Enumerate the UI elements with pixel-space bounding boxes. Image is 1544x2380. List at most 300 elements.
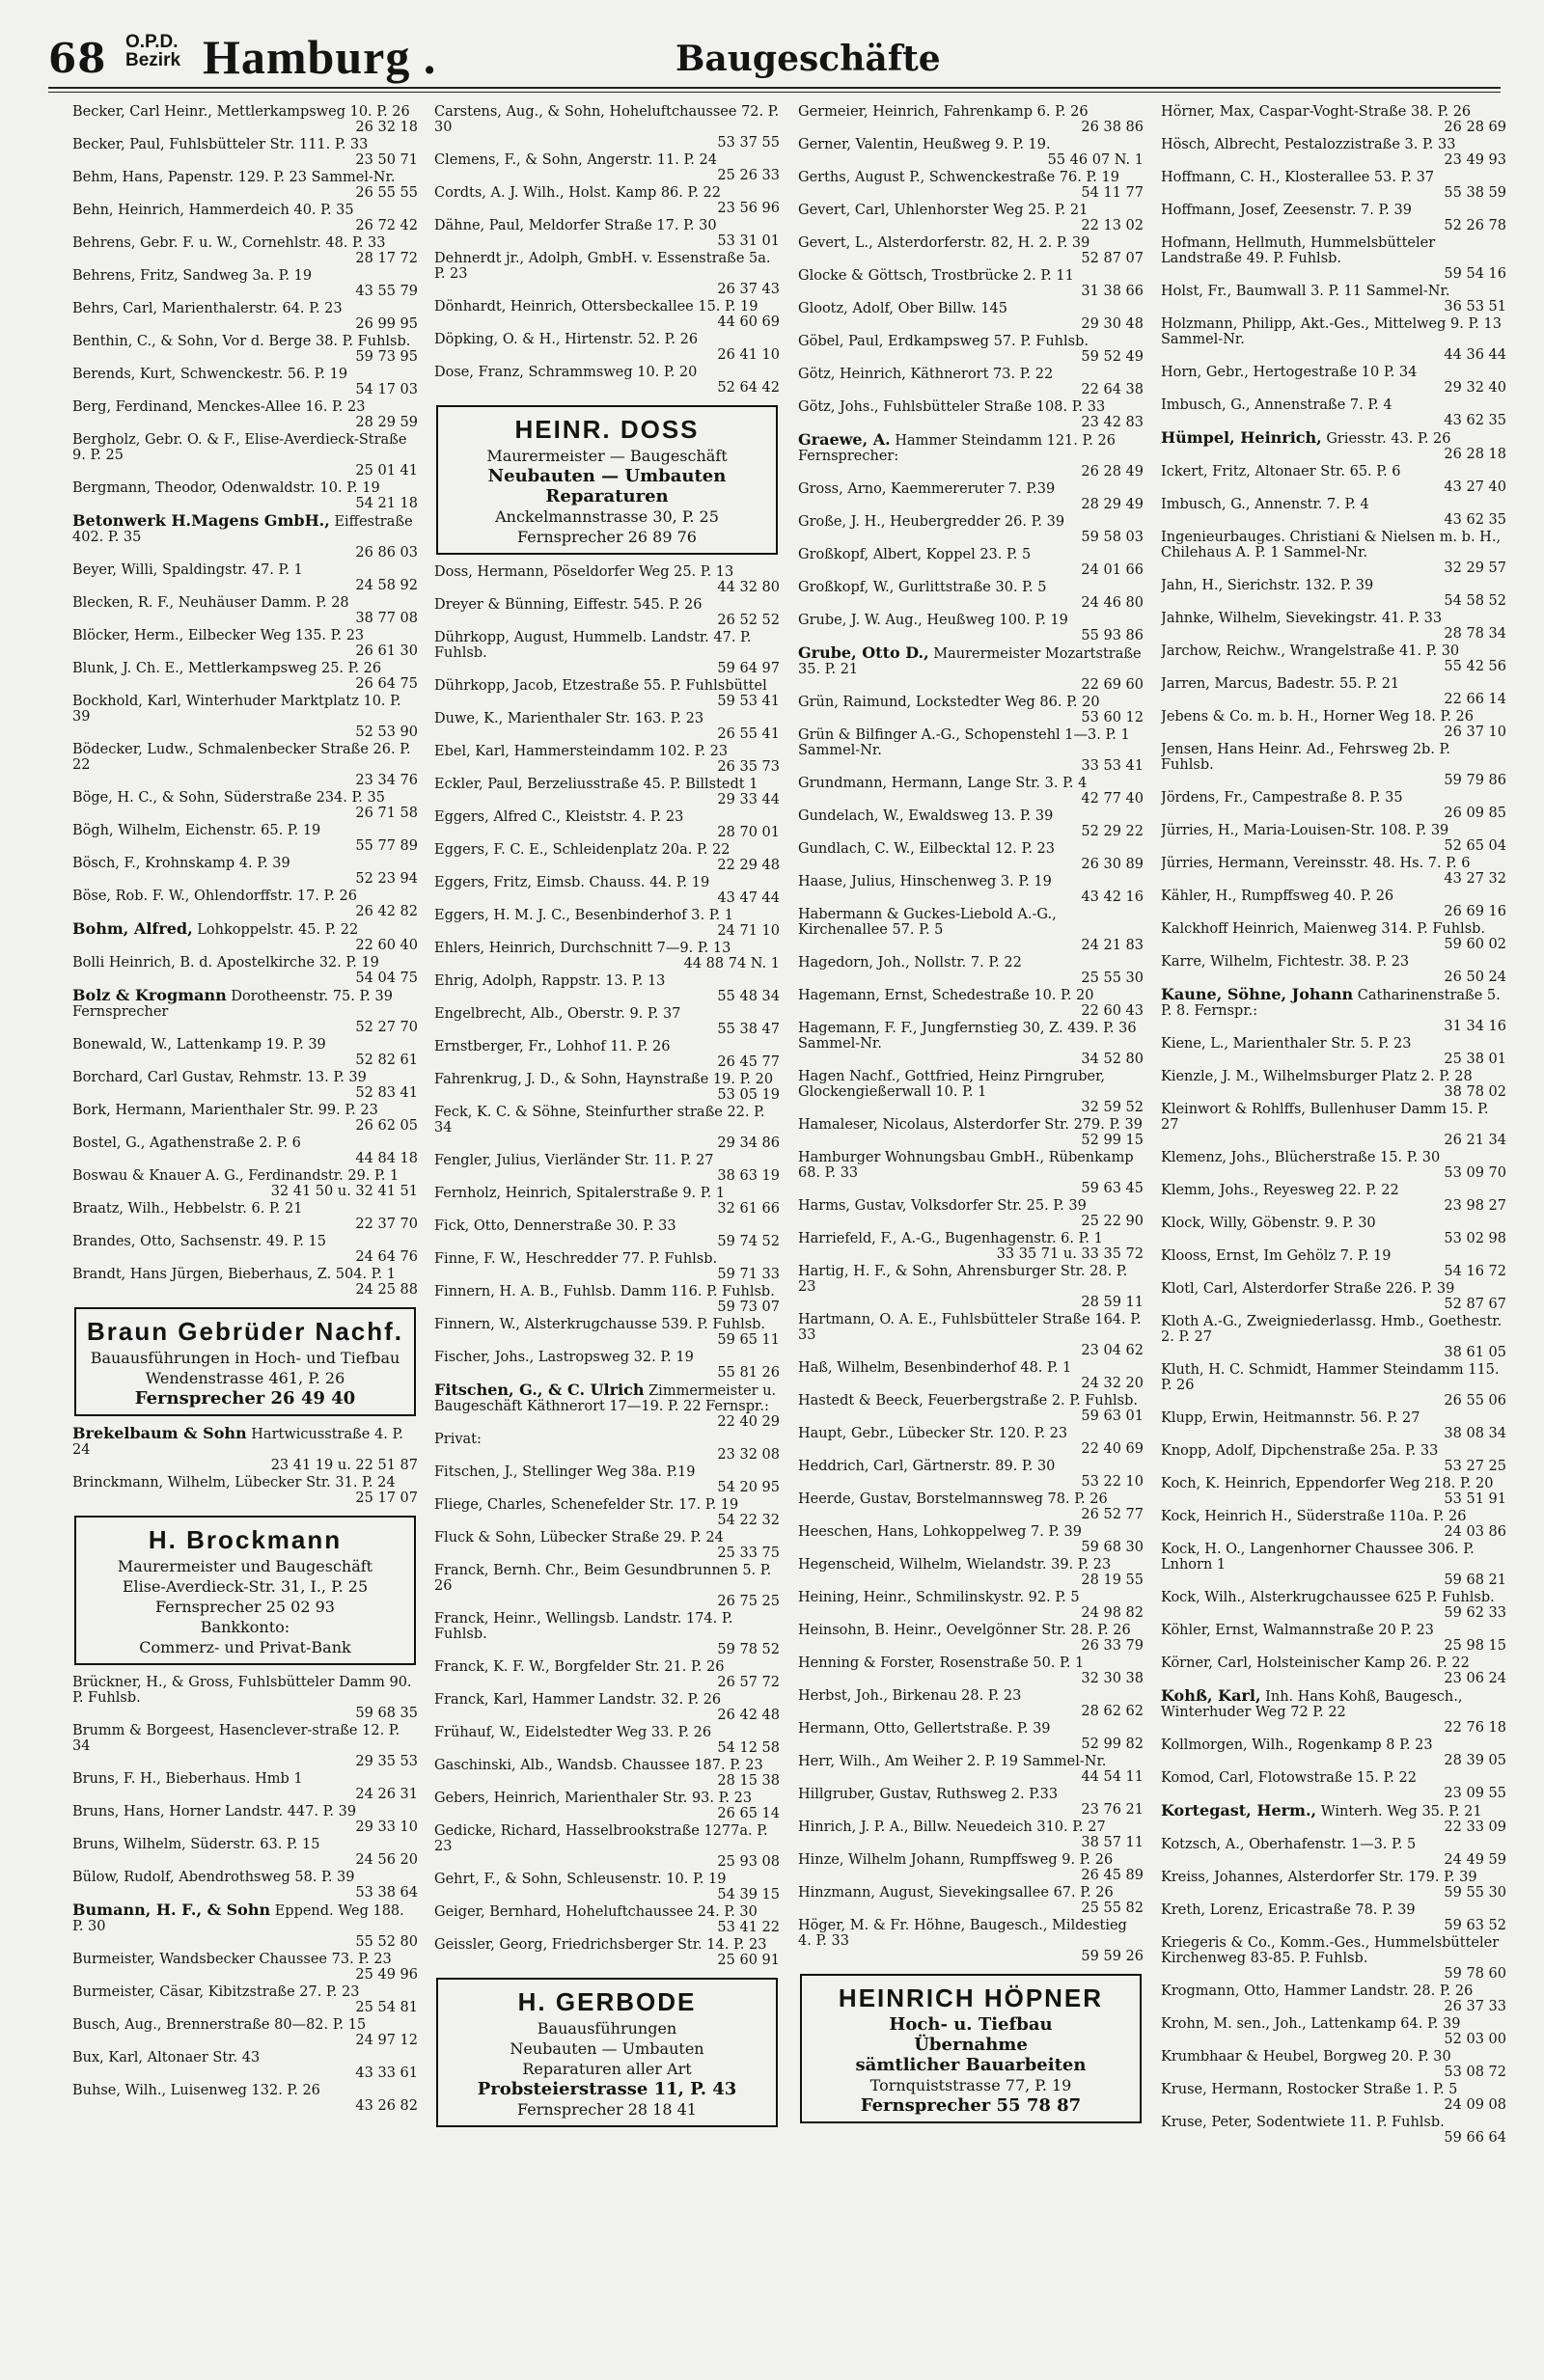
entry-name: Jördens, Fr., bbox=[1161, 790, 1248, 806]
ad-line: Hoch- u. Tiefbau bbox=[889, 2014, 1053, 2035]
entry-phone: 25 93 08 bbox=[717, 1854, 780, 1870]
entry-address: Zimmermeister u. Baugeschäft Käthnerort 17—19. P. 22 Fernspr.: bbox=[434, 1383, 777, 1414]
directory-entry bbox=[1161, 1410, 1506, 1441]
entry-address: Besenbinderhof 3. P. 1 bbox=[574, 908, 733, 923]
directory-entry bbox=[1161, 790, 1506, 821]
directory-entry bbox=[1161, 1248, 1506, 1279]
entry-phone: 55 81 26 bbox=[717, 1365, 780, 1381]
entry-phone: 22 13 02 bbox=[1081, 218, 1144, 233]
entry-address: Eimsb. Chauss. 44. P. 19 bbox=[536, 875, 710, 890]
entry-address: Hasenclever-straße 12. P. 34 bbox=[72, 1723, 400, 1754]
entry-phone: 52 99 15 bbox=[1081, 1133, 1144, 1148]
directory-entry bbox=[1161, 1655, 1506, 1686]
entry-address: Marienthalerstr. 64. P. 23 bbox=[161, 301, 343, 316]
entry-name: Henning & Forster, bbox=[798, 1655, 936, 1671]
directory-entry bbox=[1161, 170, 1506, 201]
entry-phone: 53 31 01 bbox=[717, 233, 780, 249]
directory-entry bbox=[72, 1771, 418, 1802]
directory-entry bbox=[798, 1885, 1144, 1916]
entry-phone: 59 62 33 bbox=[1444, 1605, 1506, 1621]
directory-entry bbox=[798, 432, 1144, 479]
directory-entry bbox=[72, 399, 418, 430]
entry-phone: 43 62 35 bbox=[1444, 512, 1506, 528]
entry-name: Grün, Raimund, bbox=[798, 695, 912, 710]
directory-entry bbox=[72, 1234, 418, 1265]
entry-name: Bögh, Wilhelm, bbox=[72, 823, 181, 838]
entry-address: Birkenau 28. P. 23 bbox=[892, 1688, 1022, 1704]
entry-name: Komod, Carl, bbox=[1161, 1770, 1254, 1786]
directory-entry bbox=[798, 1360, 1144, 1391]
entry-address: Wilhelmsburger Platz 2. P. 28 bbox=[1263, 1069, 1473, 1084]
entry-phone: 44 32 80 bbox=[717, 580, 780, 595]
directory-entry bbox=[434, 875, 780, 906]
directory-entry bbox=[798, 104, 1144, 135]
entry-phone: 53 22 10 bbox=[1081, 1474, 1144, 1490]
entry-name: Brekelbaum & Sohn bbox=[72, 1424, 247, 1442]
entry-name: Hoffmann, Josef, bbox=[1161, 203, 1279, 218]
advertisement-box bbox=[74, 1516, 416, 1665]
entry-address: Flotowstraße 15. P. 22 bbox=[1257, 1770, 1417, 1786]
entry-address: Lange Str. 3. P. 4 bbox=[967, 776, 1088, 791]
directory-entry bbox=[72, 1103, 418, 1134]
entry-name: Karre, Wilhelm, bbox=[1161, 954, 1273, 970]
entry-phone: 59 78 60 bbox=[1444, 1966, 1506, 1982]
entry-name: Holzmann, Philipp, bbox=[1161, 316, 1297, 332]
entry-name: Gerner, Valentin, bbox=[798, 137, 919, 152]
directory-entry bbox=[72, 137, 418, 168]
entry-phone: 54 20 95 bbox=[717, 1480, 780, 1495]
ad-line: Commerz- und Privat-Bank bbox=[139, 1638, 351, 1656]
entry-phone: 23 34 76 bbox=[355, 773, 418, 788]
entry-address: Schleidenplatz 20a. P. 22 bbox=[552, 842, 731, 858]
entry-name: Gaschinski, Alb., bbox=[434, 1758, 553, 1773]
entry-name: Koch, K. Heinrich, bbox=[1161, 1476, 1291, 1491]
directory-entry bbox=[72, 823, 418, 854]
entry-address: Ericastraße 78. P. 39 bbox=[1267, 1902, 1416, 1918]
entry-phone: 26 32 18 bbox=[355, 120, 418, 135]
directory-entry bbox=[434, 941, 780, 971]
entry-address: Jungfernstieg 30, Z. 439. P. 36 Sammel-Nr. bbox=[798, 1021, 1137, 1052]
directory-entry bbox=[434, 973, 780, 1004]
entry-address: Hertogestraße 10 P. 34 bbox=[1253, 365, 1418, 380]
header-rule bbox=[48, 87, 1501, 89]
entry-address: Cornehlstr. 48. P. 33 bbox=[241, 235, 386, 251]
directory-entry bbox=[434, 1725, 780, 1756]
directory-entry bbox=[72, 1804, 418, 1835]
column-4 bbox=[1161, 104, 1506, 2362]
entry-name: Köhler, Ernst, bbox=[1161, 1623, 1259, 1638]
entry-name: Gedicke, Richard, bbox=[434, 1823, 562, 1839]
entry-name: Ehlers, Heinrich, bbox=[434, 941, 556, 956]
entry-address: Bullenhuser Damm 15. P. 27 bbox=[1161, 1102, 1489, 1133]
entry-name: Gundelach, W., bbox=[798, 808, 904, 824]
entry-phone: 28 62 62 bbox=[1081, 1704, 1144, 1719]
entry-phone: 59 58 03 bbox=[1081, 530, 1144, 545]
entry-phone: 26 72 42 bbox=[355, 218, 418, 233]
entry-name: Fischer, Johs., bbox=[434, 1350, 535, 1365]
entry-name: Brandt, Hans Jürgen, bbox=[72, 1267, 224, 1282]
directory-entry bbox=[72, 955, 418, 986]
entry-phone: 23 50 71 bbox=[355, 152, 418, 168]
entry-address: Heußweg 9. P. 19. bbox=[922, 137, 1051, 152]
entry-address: Wandsb. Chaussee 187. P. 23 bbox=[557, 1758, 763, 1773]
entry-phone: 29 33 44 bbox=[717, 792, 780, 807]
directory-entry bbox=[72, 203, 418, 233]
entry-name: Glootz, Adolf, bbox=[798, 301, 894, 316]
entry-phone: 28 17 72 bbox=[355, 251, 418, 266]
entry-address: Alsterdorferstr. 82, H. 2. P. 39 bbox=[877, 235, 1090, 251]
entry-name: Franck, Bernh. Chr., bbox=[434, 1563, 580, 1578]
entry-name: Herbst, Joh., bbox=[798, 1688, 889, 1704]
entry-phone: 23 04 62 bbox=[1081, 1343, 1144, 1358]
ad-line: Anckelmannstrasse 30, P. 25 bbox=[495, 507, 719, 526]
entry-phone: 26 28 69 bbox=[1444, 120, 1506, 135]
entry-name: Benthin, C., & Sohn, bbox=[72, 334, 218, 349]
entry-address: Hartwicusstraße 4. P. 24 bbox=[72, 1427, 403, 1458]
entry-phone: 28 39 05 bbox=[1444, 1753, 1506, 1768]
entry-address: Marienthaler Str. 93. P. 23 bbox=[565, 1791, 753, 1806]
directory-entry bbox=[434, 678, 780, 709]
directory-entry bbox=[798, 1069, 1144, 1115]
directory-entry bbox=[798, 1754, 1144, 1785]
entry-address: Am Weiher 2. P. 19 Sammel-Nr. bbox=[884, 1754, 1107, 1769]
entry-phone: 22 64 38 bbox=[1081, 382, 1144, 397]
directory-entry bbox=[434, 1251, 780, 1282]
entry-phone: 25 38 01 bbox=[1444, 1052, 1506, 1067]
entry-name: Heinsohn, B. Heinr., bbox=[798, 1623, 942, 1638]
advertisement-box bbox=[800, 1974, 1142, 2123]
entry-name: Klemm, Johs., bbox=[1161, 1183, 1259, 1198]
directory-entry bbox=[1161, 1870, 1506, 1901]
entry-address: Wandsbecker Chaussee 73. P. 23 bbox=[159, 1952, 392, 1967]
entry-address: Erdkampsweg 57. P. Fuhlsb. bbox=[887, 334, 1089, 349]
entry-phone: 32 30 38 bbox=[1081, 1671, 1144, 1686]
entry-address: Lattenkamp 19. P. 39 bbox=[176, 1037, 326, 1053]
directory-entry bbox=[1161, 1623, 1506, 1654]
entry-phone: 28 15 38 bbox=[717, 1773, 780, 1789]
entry-name: Ickert, Fritz, bbox=[1161, 464, 1251, 479]
entry-phone: 23 32 08 bbox=[717, 1447, 780, 1463]
entry-name: Hamaleser, Nicolaus, bbox=[798, 1117, 950, 1133]
entry-phone: 28 29 49 bbox=[1081, 497, 1144, 512]
entry-name: Dähne, Paul, bbox=[434, 218, 525, 233]
column-3 bbox=[798, 104, 1144, 2362]
entry-phone: 24 49 59 bbox=[1444, 1852, 1506, 1868]
entry-address: Maria-Louisen-Str. 108. P. 39 bbox=[1243, 823, 1449, 838]
city-title: Hamburg . bbox=[203, 30, 437, 84]
entry-address: Baumwall 3. P. 11 Sammel-Nr. bbox=[1235, 284, 1450, 299]
directory-entry bbox=[798, 1231, 1144, 1262]
entry-phone: 29 30 48 bbox=[1081, 316, 1144, 332]
entry-phone: 26 52 52 bbox=[717, 613, 780, 628]
entry-address: Borgfelder Str. 21. P. 26 bbox=[554, 1659, 725, 1675]
entry-address: Käthnerort 73. P. 22 bbox=[910, 367, 1054, 382]
entry-name: Bergmann, Theodor, bbox=[72, 480, 218, 496]
entry-address: Sachsenstr. 49. P. 15 bbox=[179, 1234, 326, 1249]
entry-phone: 22 29 48 bbox=[717, 858, 780, 873]
directory-entry bbox=[798, 367, 1144, 397]
entry-phone: 59 68 35 bbox=[355, 1706, 418, 1721]
entry-name: Hinze, Wilhelm Johann, bbox=[798, 1852, 965, 1868]
entry-phone: 26 57 72 bbox=[717, 1675, 780, 1690]
entry-address: Neuhäuser Damm. P. 28 bbox=[178, 595, 349, 611]
directory-entry bbox=[1161, 530, 1506, 576]
entry-phone: 26 41 10 bbox=[717, 347, 780, 363]
entry-address: Hoheluftchaussee 24. P. 30 bbox=[565, 1904, 758, 1920]
entry-address: Alsterdorfer Straße 226. P. 39 bbox=[1242, 1281, 1455, 1297]
directory-entry bbox=[434, 152, 780, 183]
directory-entry bbox=[1161, 1902, 1506, 1933]
entry-name: Heeschen, Hans, bbox=[798, 1524, 919, 1540]
entry-name: Hinzmann, August, bbox=[798, 1885, 934, 1901]
directory-entry bbox=[1161, 1770, 1506, 1801]
entry-address: Kleiststr. 4. P. 23 bbox=[565, 809, 684, 825]
entry-address: Lohhof 11. P. 26 bbox=[556, 1039, 671, 1054]
entry-phone: 26 38 86 bbox=[1081, 120, 1144, 135]
entry-phone: 44 60 69 bbox=[717, 315, 780, 330]
entry-name: Jahn, H., bbox=[1161, 578, 1224, 593]
entry-phone: 42 77 40 bbox=[1081, 791, 1144, 807]
directory-entry bbox=[72, 790, 418, 821]
entry-address: Lübecker Str. 31. P. 24 bbox=[234, 1475, 396, 1491]
entry-address: Sievekingstr. 41. P. 33 bbox=[1285, 611, 1443, 626]
entry-name: Hinrich, J. P. A., bbox=[798, 1819, 909, 1835]
entry-name: Krohn, M. sen., bbox=[1161, 2016, 1271, 2032]
entry-phone: 54 04 75 bbox=[355, 971, 418, 986]
entry-phone: 24 71 10 bbox=[717, 923, 780, 939]
entry-address: Fuhlsb. Damm 116. P. Fuhlsb. bbox=[563, 1284, 775, 1299]
directory-entry bbox=[798, 874, 1144, 905]
entry-address: Lohkoppelstr. 45. P. 22 bbox=[197, 922, 359, 938]
entry-phone: 28 70 01 bbox=[717, 825, 780, 840]
directory-entry bbox=[798, 1688, 1144, 1719]
entry-phone: 24 26 31 bbox=[355, 1787, 418, 1802]
directory-entry bbox=[72, 694, 418, 740]
directory-entry bbox=[434, 104, 780, 150]
entry-name: Gehrt, F., & Sohn, bbox=[434, 1872, 563, 1887]
directory-entry bbox=[1161, 889, 1506, 919]
entry-phone: 55 77 89 bbox=[355, 838, 418, 854]
entry-address: Fuhlsbütteler Straße 164. P. 33 bbox=[798, 1312, 1142, 1343]
entry-phone: 25 49 96 bbox=[355, 1967, 418, 1983]
entry-address: Fuhlsbütteler Damm 90. P. Fuhlsb. bbox=[72, 1675, 412, 1706]
entry-name: Kaune, Söhne, Johann bbox=[1161, 985, 1354, 1003]
directory-entry bbox=[434, 1563, 780, 1609]
entry-name: Fahrenkrug, J. D., & Sohn, bbox=[434, 1072, 621, 1087]
entry-address: Alsterdorfer Str. 279. P. 39 bbox=[952, 1117, 1143, 1133]
entry-name: Hermann, Otto, bbox=[798, 1721, 910, 1737]
entry-address: Horner Landstr. 447. P. 39 bbox=[169, 1804, 357, 1819]
entry-phone: 52 87 07 bbox=[1081, 251, 1144, 266]
entry-phone: 26 64 75 bbox=[355, 676, 418, 692]
entry-name: Kloth A.-G., bbox=[1161, 1314, 1243, 1329]
entry-address: Fahrenkamp 6. P. 26 bbox=[943, 104, 1089, 120]
entry-name: Grün & Bilfinger A.-G., bbox=[798, 727, 960, 743]
entry-phone: 26 42 82 bbox=[355, 904, 418, 919]
entry-name: Fitschen, G., & C. Ulrich bbox=[434, 1381, 645, 1399]
directory-entry bbox=[798, 547, 1144, 578]
ad-line: Fernsprecher 28 18 41 bbox=[517, 2100, 697, 2119]
directory-entry bbox=[1161, 2049, 1506, 2080]
entry-address: Bugenhagenstr. 6. P. 1 bbox=[944, 1231, 1103, 1246]
directory-entry bbox=[434, 1497, 780, 1528]
directory-entry bbox=[798, 1524, 1144, 1555]
ad-line: Fernsprecher 26 89 76 bbox=[517, 528, 697, 546]
entry-name: Kleinwort & Rohlffs, bbox=[1161, 1102, 1307, 1117]
directory-entry bbox=[434, 1758, 780, 1789]
directory-entry bbox=[72, 628, 418, 659]
directory-entry bbox=[434, 908, 780, 939]
directory-entry bbox=[1161, 316, 1506, 363]
directory-entry bbox=[798, 334, 1144, 365]
ad-line: Maurermeister und Baugeschäft bbox=[117, 1557, 373, 1575]
directory-entry bbox=[72, 268, 418, 299]
entry-address: Lübecker Straße 29. P. 24 bbox=[539, 1530, 724, 1546]
entry-name: Harriefeld, F., A.-G., bbox=[798, 1231, 941, 1246]
entry-phone: 59 71 33 bbox=[717, 1267, 780, 1282]
directory-entry bbox=[1161, 497, 1506, 528]
entry-phone: 24 98 82 bbox=[1081, 1605, 1144, 1621]
entry-address: Heußweg 100. P. 19 bbox=[926, 613, 1068, 628]
entry-name: Fernholz, Heinrich, bbox=[434, 1186, 572, 1201]
entry-address: Luisenweg 132. P. 26 bbox=[170, 2083, 320, 2098]
entry-phone: 53 08 72 bbox=[1444, 2065, 1506, 2080]
entry-name: Becker, Carl Heinr., bbox=[72, 104, 212, 120]
page-number: 68 bbox=[48, 35, 107, 82]
entry-address: Billw. Neuedeich 310. P. 27 bbox=[913, 1819, 1106, 1835]
entry-address: Marienthaler Str. 163. P. 23 bbox=[507, 711, 704, 726]
directory-entry bbox=[1161, 1362, 1506, 1409]
directory-entry bbox=[798, 1721, 1144, 1752]
directory-entry bbox=[798, 1918, 1144, 1964]
entry-phone: 55 38 59 bbox=[1444, 185, 1506, 201]
directory-entry bbox=[434, 597, 780, 628]
entry-phone: 28 78 34 bbox=[1444, 626, 1506, 642]
directory-entry bbox=[72, 1168, 418, 1199]
entry-phone: 23 42 83 bbox=[1081, 415, 1144, 430]
entry-address: Kaemmereruter 7. P.39 bbox=[891, 481, 1056, 497]
entry-phone: 43 47 44 bbox=[717, 890, 780, 906]
directory-entry bbox=[1161, 1102, 1506, 1148]
entry-name: Becker, Paul, bbox=[72, 137, 165, 152]
directory-entry bbox=[798, 1117, 1144, 1148]
entry-phone: 54 21 18 bbox=[355, 496, 418, 511]
entry-phone: 54 16 72 bbox=[1444, 1264, 1506, 1279]
directory-entry bbox=[434, 1105, 780, 1151]
entry-phone: 53 02 98 bbox=[1444, 1231, 1506, 1246]
entry-address: Apostelkirche 32. P. 19 bbox=[216, 955, 379, 971]
entry-phone: 52 29 22 bbox=[1081, 824, 1144, 839]
entry-name: Geiger, Bernhard, bbox=[434, 1904, 562, 1920]
entry-phone: 33 53 41 bbox=[1081, 758, 1144, 774]
directory-entry bbox=[1161, 1069, 1506, 1100]
entry-address: Bieberhaus. Hmb 1 bbox=[165, 1771, 303, 1787]
entry-name: Beyer, Willi, bbox=[72, 562, 158, 578]
entry-phone: 22 76 18 bbox=[1444, 1720, 1506, 1736]
entry-name: Imbusch, G., bbox=[1161, 397, 1251, 413]
entry-address: Alsterdorfer Str. 179. P. 39 bbox=[1287, 1870, 1477, 1885]
entry-address: Papenstr. 129. P. 23 Sammel-Nr. bbox=[167, 170, 396, 185]
entry-address: Gurlittstraße 30. P. 5 bbox=[898, 580, 1047, 595]
entry-address: Abendrothsweg 58. P. 39 bbox=[179, 1870, 355, 1885]
directory-entry bbox=[1161, 709, 1506, 740]
entry-name: Jahnke, Wilhelm, bbox=[1161, 611, 1282, 626]
entry-address: Koppel 23. P. 5 bbox=[925, 547, 1032, 562]
directory-entry bbox=[72, 742, 418, 788]
entry-phone: 55 38 47 bbox=[717, 1022, 780, 1037]
entry-name: Dreyer & Bünning, bbox=[434, 597, 569, 613]
entry-name: Kiene, L., bbox=[1161, 1036, 1229, 1052]
entry-phone: 38 78 02 bbox=[1444, 1084, 1506, 1100]
entry-address: Eiffestraße 402. P. 35 bbox=[72, 514, 413, 545]
entry-address: Annenstraße 7. P. 4 bbox=[1254, 397, 1392, 413]
entry-phone: 52 03 00 bbox=[1444, 2032, 1506, 2047]
entry-phone: 26 45 77 bbox=[717, 1054, 780, 1070]
ad-line: Bauausführungen in Hoch- und Tiefbau bbox=[90, 1349, 400, 1367]
ad-line: Elise-Averdieck-Str. 31, I., P. 25 bbox=[122, 1577, 369, 1596]
entry-address: Gärtnerstr. 89. P. 30 bbox=[912, 1459, 1056, 1474]
directory-entry bbox=[798, 1459, 1144, 1490]
entry-name: Glocke & Göttsch, bbox=[798, 268, 928, 284]
directory-entry bbox=[1161, 1314, 1506, 1360]
directory-entry bbox=[798, 1426, 1144, 1457]
entry-name: Hagen Nachf., Gottfried, bbox=[798, 1069, 974, 1084]
directory-entry bbox=[798, 808, 1144, 839]
entry-name: Heerde, Gustav, bbox=[798, 1491, 912, 1507]
entry-phone: 53 05 19 bbox=[717, 1087, 780, 1103]
entry-address: Besenbinderhof 48. P. 1 bbox=[903, 1360, 1072, 1376]
entry-name: Kienzle, J. M., bbox=[1161, 1069, 1259, 1084]
directory-entry bbox=[72, 513, 418, 561]
entry-phone: 24 32 20 bbox=[1081, 1376, 1144, 1391]
directory-entry bbox=[72, 856, 418, 887]
entry-phone: 23 06 24 bbox=[1444, 1671, 1506, 1686]
entry-name: Hofmann, Hellmuth, bbox=[1161, 235, 1307, 251]
entry-address: Ahrensburger Str. 28. P. 23 bbox=[798, 1264, 1128, 1295]
directory-entry bbox=[1161, 284, 1506, 315]
entry-phone: 52 99 82 bbox=[1081, 1737, 1144, 1752]
entry-phone: 52 65 04 bbox=[1444, 838, 1506, 854]
directory-entry bbox=[72, 2083, 418, 2114]
directory-entry bbox=[1161, 643, 1506, 674]
entry-phone: 24 25 88 bbox=[355, 1282, 418, 1298]
entry-phone: 53 37 55 bbox=[717, 135, 780, 150]
entry-name: Grube, J. W. Aug., bbox=[798, 613, 923, 628]
entry-phone: 24 56 20 bbox=[355, 1852, 418, 1868]
directory-entry bbox=[1161, 1443, 1506, 1474]
directory-entry bbox=[434, 630, 780, 676]
entry-address: Vor d. Berge 38. P. Fuhlsb. bbox=[222, 334, 411, 349]
entry-name: Bösch, F., bbox=[72, 856, 141, 871]
entry-address: Oevelgönner Str. 28. P. 26 bbox=[946, 1623, 1131, 1638]
entry-name: Krumbhaar & Heubel, bbox=[1161, 2049, 1319, 2065]
entry-phone: 24 03 86 bbox=[1444, 1524, 1506, 1540]
advertisement-box bbox=[436, 405, 778, 555]
entry-name: Dose, Franz, bbox=[434, 365, 524, 380]
directory-entry bbox=[434, 1317, 780, 1348]
entry-address: Eppend. Weg 188. P. 30 bbox=[72, 1903, 404, 1934]
entry-name: Ingenieurbauges. Christiani & Nielsen bbox=[1161, 530, 1436, 545]
entry-phone: 26 42 48 bbox=[717, 1708, 780, 1723]
entry-name: Bux, Karl, bbox=[72, 2050, 144, 2065]
directory-entry bbox=[72, 1475, 418, 1506]
entry-name: Blecken, R. F., bbox=[72, 595, 175, 611]
directory-entry bbox=[1161, 137, 1506, 168]
directory-entry bbox=[434, 218, 780, 249]
entry-address: Borstelmannsweg 78. P. 26 bbox=[916, 1491, 1108, 1507]
directory-entry bbox=[798, 1393, 1144, 1424]
entry-name: Habermann & Guckes-Liebold A.-G., bbox=[798, 907, 1057, 922]
